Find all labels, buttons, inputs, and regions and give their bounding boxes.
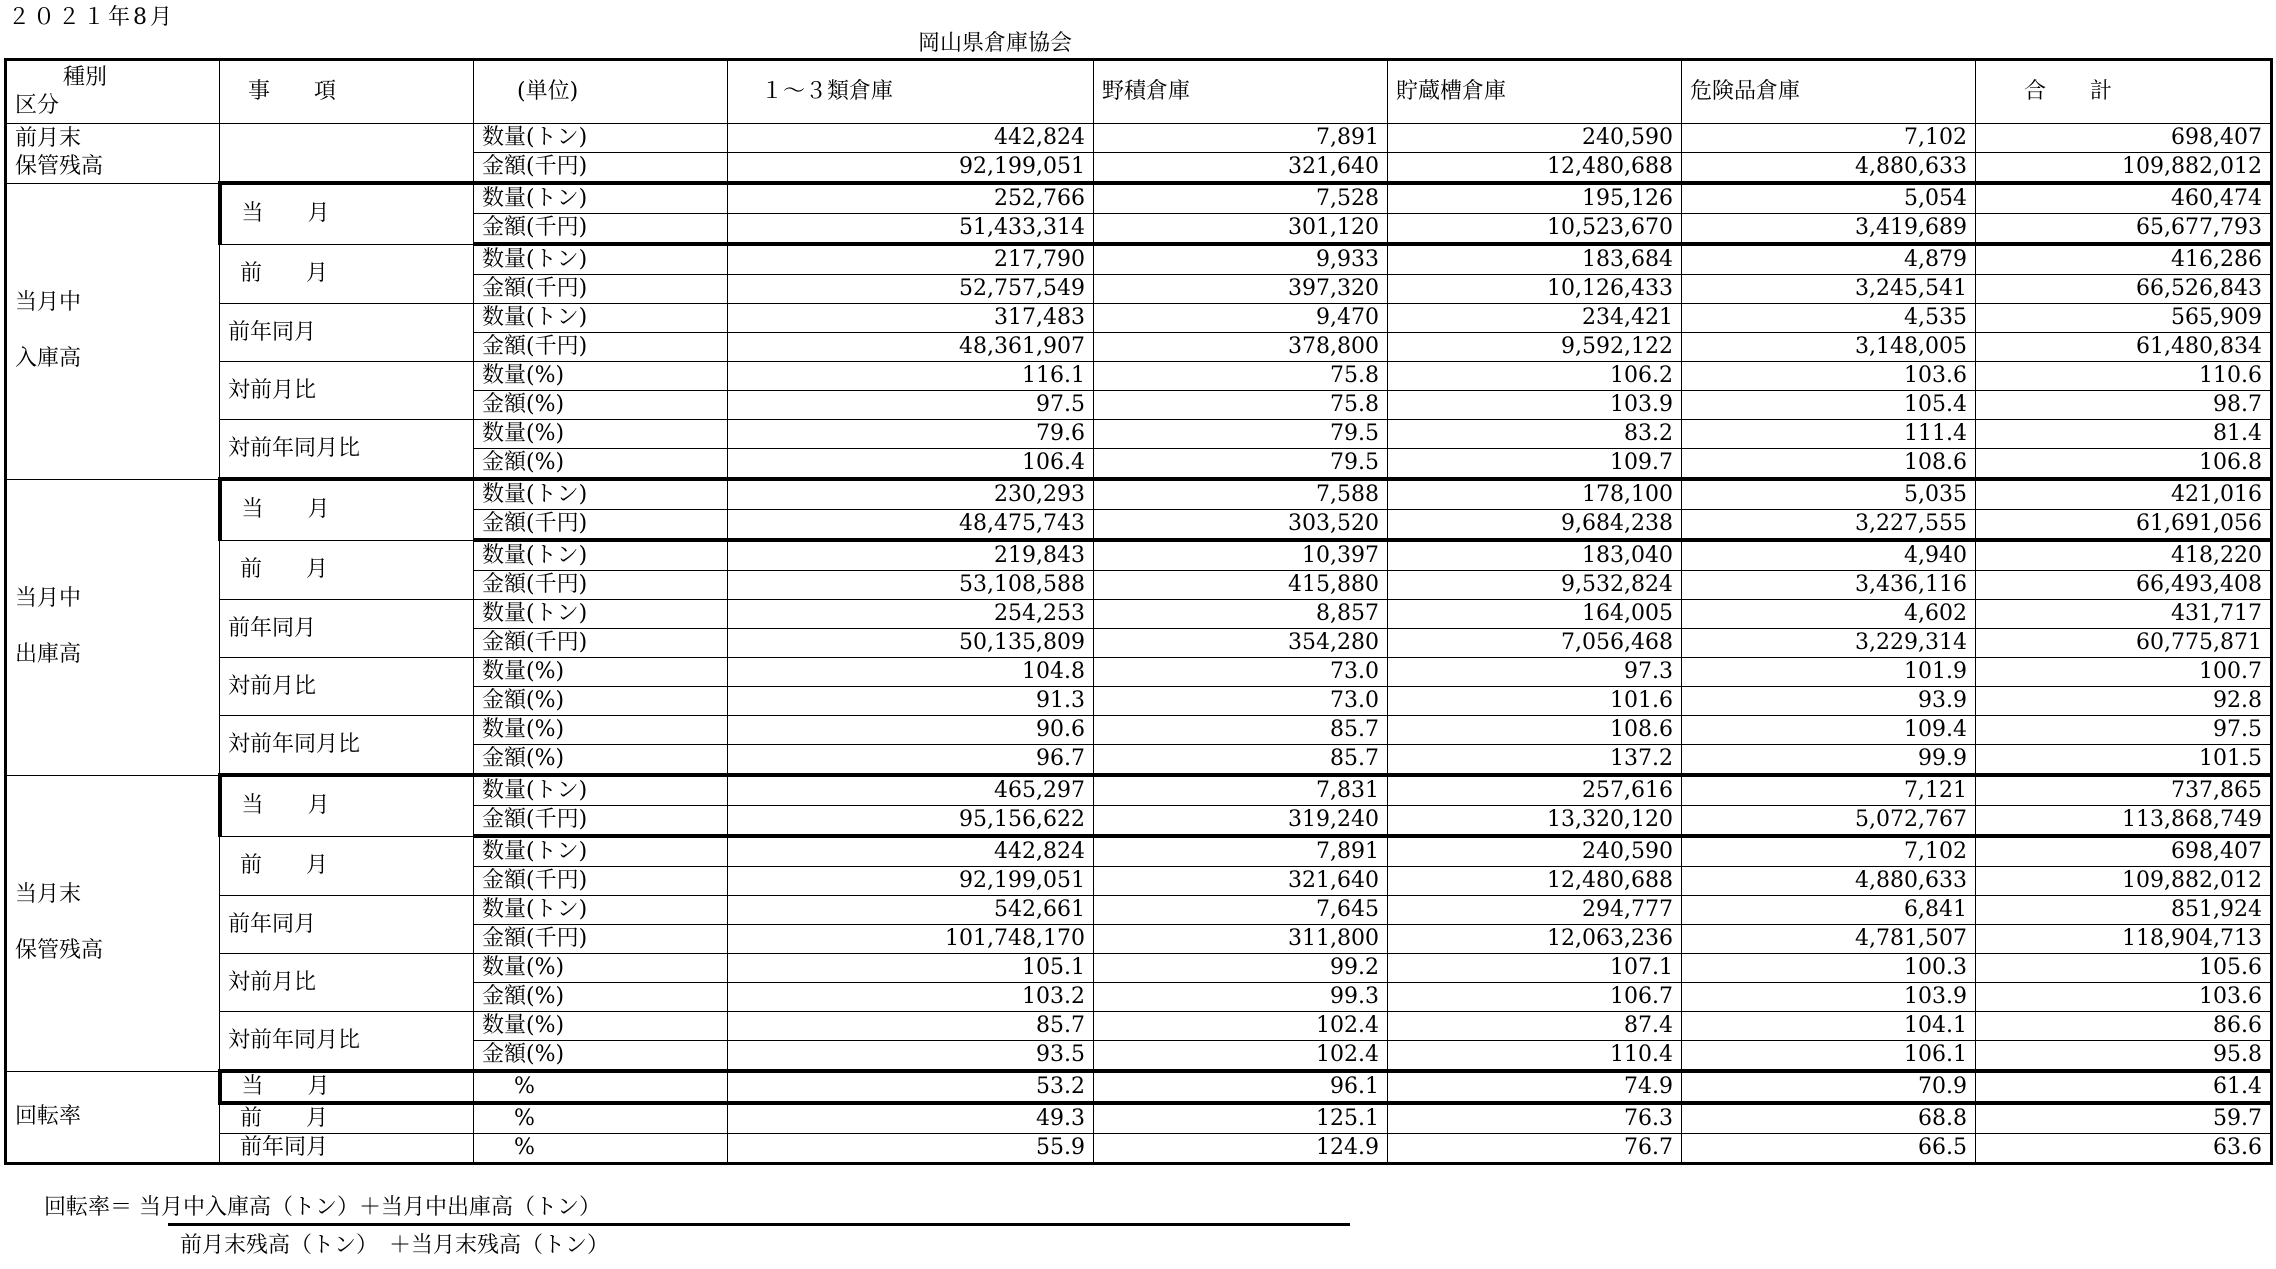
value-cell: 105.4 bbox=[1682, 391, 1976, 420]
value-cell: 178,100 bbox=[1388, 479, 1682, 510]
value-cell: 465,297 bbox=[728, 775, 1094, 806]
value-cell: 12,480,688 bbox=[1388, 867, 1682, 896]
value-cell: 4,880,633 bbox=[1682, 153, 1976, 184]
item-cell: 当 月 bbox=[220, 1071, 474, 1103]
value-cell: 109.7 bbox=[1388, 449, 1682, 480]
value-cell: 5,035 bbox=[1682, 479, 1976, 510]
value-cell: 103.2 bbox=[728, 983, 1094, 1012]
value-cell: 7,102 bbox=[1682, 124, 1976, 153]
header-col-total bbox=[1976, 60, 2272, 124]
value-cell: 418,220 bbox=[1976, 540, 2272, 571]
table-row bbox=[6, 362, 2272, 391]
unit-cell: 金額(%) bbox=[474, 391, 728, 420]
item-cell: 対前年同月比 bbox=[220, 1012, 474, 1072]
value-cell: 698,407 bbox=[1976, 124, 2272, 153]
value-cell: 55.9 bbox=[728, 1134, 1094, 1164]
value-cell: 106.1 bbox=[1682, 1041, 1976, 1072]
value-cell: 234,421 bbox=[1388, 304, 1682, 333]
unit-cell: 数量(トン) bbox=[474, 775, 728, 806]
table-body bbox=[6, 124, 2272, 1164]
unit-cell: % bbox=[474, 1071, 728, 1103]
value-cell: 4,940 bbox=[1682, 540, 1976, 571]
item-cell: 前年同月 bbox=[220, 1134, 474, 1164]
item-cell: 当 月 bbox=[220, 479, 474, 540]
category-label: 当月末 bbox=[15, 882, 82, 907]
formula-lhs: 回転率＝ bbox=[44, 1195, 133, 1220]
header-item-label: 事 項 bbox=[248, 79, 337, 104]
value-cell: 7,102 bbox=[1682, 836, 1976, 867]
formula-numerator: 当月中入庫高（トン）＋当月中出庫高（トン） bbox=[139, 1195, 602, 1220]
unit-cell: 数量(トン) bbox=[474, 479, 728, 510]
unit-cell: 数量(トン) bbox=[474, 304, 728, 333]
value-cell: 3,148,005 bbox=[1682, 333, 1976, 362]
unit-cell: 数量(%) bbox=[474, 716, 728, 745]
value-cell: 354,280 bbox=[1094, 629, 1388, 658]
header-col-class1-3 bbox=[728, 60, 1094, 124]
item-cell: 対前月比 bbox=[220, 362, 474, 420]
unit-cell: 数量(トン) bbox=[474, 896, 728, 925]
value-cell: 60,775,871 bbox=[1976, 629, 2272, 658]
item-cell: 前年同月 bbox=[220, 304, 474, 362]
value-cell: 83.2 bbox=[1388, 420, 1682, 449]
unit-cell: 金額(千円) bbox=[474, 333, 728, 362]
value-cell: 4,602 bbox=[1682, 600, 1976, 629]
table-row bbox=[6, 775, 2272, 806]
value-cell: 542,661 bbox=[728, 896, 1094, 925]
value-cell: 63.6 bbox=[1976, 1134, 2272, 1164]
category-label: 当月中 bbox=[15, 586, 82, 611]
table-header-row bbox=[6, 60, 2272, 124]
warehouse-statistics-table bbox=[4, 58, 2273, 1165]
unit-cell: 数量(%) bbox=[474, 1012, 728, 1041]
unit-cell: 金額(%) bbox=[474, 449, 728, 480]
value-cell: 3,436,116 bbox=[1682, 571, 1976, 600]
value-cell: 321,640 bbox=[1094, 867, 1388, 896]
unit-cell: 金額(千円) bbox=[474, 571, 728, 600]
value-cell: 68.8 bbox=[1682, 1103, 1976, 1134]
value-cell: 397,320 bbox=[1094, 275, 1388, 304]
value-cell: 61.4 bbox=[1976, 1071, 2272, 1103]
unit-cell: 数量(%) bbox=[474, 420, 728, 449]
value-cell: 257,616 bbox=[1388, 775, 1682, 806]
value-cell: 108.6 bbox=[1388, 716, 1682, 745]
table-row bbox=[6, 124, 2272, 153]
value-cell: 10,523,670 bbox=[1388, 214, 1682, 245]
table-row bbox=[6, 1134, 2272, 1164]
category-label: 当月中 bbox=[15, 290, 82, 315]
header-col-label: 野積倉庫 bbox=[1102, 79, 1191, 104]
item-cell: 対前年同月比 bbox=[220, 420, 474, 480]
value-cell: 7,645 bbox=[1094, 896, 1388, 925]
table-row bbox=[6, 304, 2272, 333]
item-cell: 前年同月 bbox=[220, 896, 474, 954]
value-cell: 108.6 bbox=[1682, 449, 1976, 480]
value-cell: 125.1 bbox=[1094, 1103, 1388, 1134]
value-cell: 101.5 bbox=[1976, 745, 2272, 776]
value-cell: 50,135,809 bbox=[728, 629, 1094, 658]
table-row bbox=[6, 479, 2272, 510]
value-cell: 9,470 bbox=[1094, 304, 1388, 333]
value-cell: 85.7 bbox=[728, 1012, 1094, 1041]
item-cell: 前 月 bbox=[220, 244, 474, 304]
value-cell: 86.6 bbox=[1976, 1012, 2272, 1041]
item-cell: 対前月比 bbox=[220, 954, 474, 1012]
unit-cell: 金額(千円) bbox=[474, 510, 728, 541]
value-cell: 95.8 bbox=[1976, 1041, 2272, 1072]
header-col-silo bbox=[1388, 60, 1682, 124]
value-cell: 7,831 bbox=[1094, 775, 1388, 806]
unit-cell: % bbox=[474, 1103, 728, 1134]
header-col-label: １～３類倉庫 bbox=[761, 79, 894, 104]
header-unit bbox=[474, 60, 728, 124]
value-cell: 87.4 bbox=[1388, 1012, 1682, 1041]
item-cell: 当 月 bbox=[220, 775, 474, 836]
header-col-label: 貯蔵槽倉庫 bbox=[1396, 79, 1507, 104]
category-turnover: 回転率 bbox=[6, 1071, 220, 1164]
value-cell: 230,293 bbox=[728, 479, 1094, 510]
unit-cell: 金額(千円) bbox=[474, 629, 728, 658]
value-cell: 111.4 bbox=[1682, 420, 1976, 449]
value-cell: 851,924 bbox=[1976, 896, 2272, 925]
value-cell: 116.1 bbox=[728, 362, 1094, 391]
value-cell: 79.5 bbox=[1094, 420, 1388, 449]
value-cell: 7,056,468 bbox=[1388, 629, 1682, 658]
value-cell: 5,054 bbox=[1682, 183, 1976, 214]
value-cell: 90.6 bbox=[728, 716, 1094, 745]
unit-cell: 数量(%) bbox=[474, 954, 728, 983]
value-cell: 79.6 bbox=[728, 420, 1094, 449]
item-cell: 前年同月 bbox=[220, 600, 474, 658]
value-cell: 66,526,843 bbox=[1976, 275, 2272, 304]
value-cell: 217,790 bbox=[728, 244, 1094, 275]
value-cell: 52,757,549 bbox=[728, 275, 1094, 304]
value-cell: 698,407 bbox=[1976, 836, 2272, 867]
unit-cell: 数量(トン) bbox=[474, 124, 728, 153]
value-cell: 103.9 bbox=[1388, 391, 1682, 420]
value-cell: 99.2 bbox=[1094, 954, 1388, 983]
value-cell: 110.6 bbox=[1976, 362, 2272, 391]
value-cell: 92.8 bbox=[1976, 687, 2272, 716]
table-row bbox=[6, 658, 2272, 687]
value-cell: 53.2 bbox=[728, 1071, 1094, 1103]
formula-fraction-line bbox=[168, 1223, 1350, 1226]
value-cell: 85.7 bbox=[1094, 716, 1388, 745]
value-cell: 102.4 bbox=[1094, 1012, 1388, 1041]
value-cell: 98.7 bbox=[1976, 391, 2272, 420]
value-cell: 99.3 bbox=[1094, 983, 1388, 1012]
unit-cell: 金額(%) bbox=[474, 745, 728, 776]
value-cell: 113,868,749 bbox=[1976, 806, 2272, 837]
value-cell: 252,766 bbox=[728, 183, 1094, 214]
unit-cell: 数量(トン) bbox=[474, 836, 728, 867]
value-cell: 415,880 bbox=[1094, 571, 1388, 600]
item-cell: 前 月 bbox=[220, 540, 474, 600]
value-cell: 53,108,588 bbox=[728, 571, 1094, 600]
value-cell: 12,480,688 bbox=[1388, 153, 1682, 184]
unit-cell: 金額(千円) bbox=[474, 275, 728, 304]
value-cell: 240,590 bbox=[1388, 836, 1682, 867]
value-cell: 48,361,907 bbox=[728, 333, 1094, 362]
value-cell: 103.6 bbox=[1976, 983, 2272, 1012]
value-cell: 76.3 bbox=[1388, 1103, 1682, 1134]
value-cell: 79.5 bbox=[1094, 449, 1388, 480]
value-cell: 76.7 bbox=[1388, 1134, 1682, 1164]
table-row bbox=[6, 716, 2272, 745]
value-cell: 93.5 bbox=[728, 1041, 1094, 1072]
value-cell: 96.1 bbox=[1094, 1071, 1388, 1103]
category-cell bbox=[6, 479, 220, 775]
unit-cell: 金額(千円) bbox=[474, 806, 728, 837]
table-row bbox=[6, 1103, 2272, 1134]
value-cell: 95,156,622 bbox=[728, 806, 1094, 837]
value-cell: 105.6 bbox=[1976, 954, 2272, 983]
value-cell: 106.7 bbox=[1388, 983, 1682, 1012]
table-row bbox=[6, 600, 2272, 629]
value-cell: 9,933 bbox=[1094, 244, 1388, 275]
value-cell: 6,841 bbox=[1682, 896, 1976, 925]
formula-denominator: 前月末残高（トン） ＋当月末残高（トン） bbox=[180, 1233, 610, 1258]
value-cell: 7,528 bbox=[1094, 183, 1388, 214]
value-cell: 219,843 bbox=[728, 540, 1094, 571]
value-cell: 51,433,314 bbox=[728, 214, 1094, 245]
table-row bbox=[6, 183, 2272, 214]
header-col-open-yard bbox=[1094, 60, 1388, 124]
value-cell: 100.3 bbox=[1682, 954, 1976, 983]
value-cell: 12,063,236 bbox=[1388, 925, 1682, 954]
value-cell: 107.1 bbox=[1388, 954, 1682, 983]
value-cell: 254,253 bbox=[728, 600, 1094, 629]
value-cell: 103.9 bbox=[1682, 983, 1976, 1012]
value-cell: 48,475,743 bbox=[728, 510, 1094, 541]
value-cell: 10,126,433 bbox=[1388, 275, 1682, 304]
value-cell: 442,824 bbox=[728, 836, 1094, 867]
value-cell: 378,800 bbox=[1094, 333, 1388, 362]
value-cell: 164,005 bbox=[1388, 600, 1682, 629]
value-cell: 104.1 bbox=[1682, 1012, 1976, 1041]
value-cell: 70.9 bbox=[1682, 1071, 1976, 1103]
unit-cell: 金額(%) bbox=[474, 687, 728, 716]
table-row bbox=[6, 836, 2272, 867]
table-row bbox=[6, 1012, 2272, 1041]
value-cell: 460,474 bbox=[1976, 183, 2272, 214]
value-cell: 3,227,555 bbox=[1682, 510, 1976, 541]
value-cell: 319,240 bbox=[1094, 806, 1388, 837]
unit-cell: 数量(%) bbox=[474, 658, 728, 687]
unit-cell: 数量(トン) bbox=[474, 600, 728, 629]
value-cell: 10,397 bbox=[1094, 540, 1388, 571]
value-cell: 303,520 bbox=[1094, 510, 1388, 541]
value-cell: 102.4 bbox=[1094, 1041, 1388, 1072]
category-label: 保管残高 bbox=[15, 938, 104, 963]
value-cell: 97.5 bbox=[1976, 716, 2272, 745]
header-item bbox=[220, 60, 474, 124]
value-cell: 9,684,238 bbox=[1388, 510, 1682, 541]
value-cell: 240,590 bbox=[1388, 124, 1682, 153]
value-cell: 100.7 bbox=[1976, 658, 2272, 687]
category-label: 出庫高 bbox=[15, 642, 82, 667]
turnover-formula bbox=[44, 1190, 601, 1221]
category-cell bbox=[6, 775, 220, 1071]
unit-cell: % bbox=[474, 1134, 728, 1164]
value-cell: 101,748,170 bbox=[728, 925, 1094, 954]
value-cell: 311,800 bbox=[1094, 925, 1388, 954]
value-cell: 118,904,713 bbox=[1976, 925, 2272, 954]
header-kind-division bbox=[6, 60, 220, 124]
value-cell: 7,121 bbox=[1682, 775, 1976, 806]
category-cell bbox=[6, 183, 220, 479]
value-cell: 9,532,824 bbox=[1388, 571, 1682, 600]
value-cell: 93.9 bbox=[1682, 687, 1976, 716]
value-cell: 96.7 bbox=[728, 745, 1094, 776]
value-cell: 74.9 bbox=[1388, 1071, 1682, 1103]
category-spacer bbox=[15, 909, 210, 937]
value-cell: 8,857 bbox=[1094, 600, 1388, 629]
header-col-label: 危険品倉庫 bbox=[1690, 79, 1801, 104]
value-cell: 7,891 bbox=[1094, 836, 1388, 867]
value-cell: 13,320,120 bbox=[1388, 806, 1682, 837]
value-cell: 7,891 bbox=[1094, 124, 1388, 153]
value-cell: 61,480,834 bbox=[1976, 333, 2272, 362]
category-label: 入庫高 bbox=[15, 346, 82, 371]
value-cell: 91.3 bbox=[728, 687, 1094, 716]
category-label: 保管残高 bbox=[15, 154, 104, 180]
value-cell: 565,909 bbox=[1976, 304, 2272, 333]
value-cell: 195,126 bbox=[1388, 183, 1682, 214]
header-kind: 種別 bbox=[63, 65, 108, 90]
value-cell: 4,879 bbox=[1682, 244, 1976, 275]
header-col-label: 合 計 bbox=[2024, 79, 2113, 104]
item-cell: 対前月比 bbox=[220, 658, 474, 716]
table-row bbox=[6, 896, 2272, 925]
value-cell: 106.8 bbox=[1976, 449, 2272, 480]
header-unit-label: (単位) bbox=[517, 79, 579, 104]
value-cell: 61,691,056 bbox=[1976, 510, 2272, 541]
category-prev-month-end bbox=[6, 124, 220, 184]
value-cell: 99.9 bbox=[1682, 745, 1976, 776]
value-cell: 7,588 bbox=[1094, 479, 1388, 510]
value-cell: 3,229,314 bbox=[1682, 629, 1976, 658]
value-cell: 4,781,507 bbox=[1682, 925, 1976, 954]
value-cell: 73.0 bbox=[1094, 658, 1388, 687]
value-cell: 3,245,541 bbox=[1682, 275, 1976, 304]
category-spacer bbox=[15, 317, 210, 345]
value-cell: 737,865 bbox=[1976, 775, 2272, 806]
value-cell: 85.7 bbox=[1094, 745, 1388, 776]
value-cell: 66,493,408 bbox=[1976, 571, 2272, 600]
value-cell: 321,640 bbox=[1094, 153, 1388, 184]
value-cell: 65,677,793 bbox=[1976, 214, 2272, 245]
value-cell: 104.8 bbox=[728, 658, 1094, 687]
unit-cell: 金額(千円) bbox=[474, 153, 728, 184]
header-col-hazardous bbox=[1682, 60, 1976, 124]
value-cell: 103.6 bbox=[1682, 362, 1976, 391]
unit-cell: 金額(%) bbox=[474, 1041, 728, 1072]
value-cell: 183,684 bbox=[1388, 244, 1682, 275]
value-cell: 66.5 bbox=[1682, 1134, 1976, 1164]
value-cell: 101.9 bbox=[1682, 658, 1976, 687]
value-cell: 75.8 bbox=[1094, 362, 1388, 391]
value-cell: 9,592,122 bbox=[1388, 333, 1682, 362]
item-empty bbox=[220, 124, 474, 184]
value-cell: 49.3 bbox=[728, 1103, 1094, 1134]
value-cell: 4,535 bbox=[1682, 304, 1976, 333]
value-cell: 416,286 bbox=[1976, 244, 2272, 275]
value-cell: 4,880,633 bbox=[1682, 867, 1976, 896]
unit-cell: 数量(トン) bbox=[474, 183, 728, 214]
value-cell: 110.4 bbox=[1388, 1041, 1682, 1072]
item-cell: 前 月 bbox=[220, 836, 474, 896]
value-cell: 75.8 bbox=[1094, 391, 1388, 420]
table-row bbox=[6, 244, 2272, 275]
item-cell: 当 月 bbox=[220, 183, 474, 244]
value-cell: 59.7 bbox=[1976, 1103, 2272, 1134]
value-cell: 106.4 bbox=[728, 449, 1094, 480]
unit-cell: 金額(千円) bbox=[474, 925, 728, 954]
value-cell: 92,199,051 bbox=[728, 867, 1094, 896]
organization-name: 岡山県倉庫協会 bbox=[918, 31, 1073, 56]
value-cell: 317,483 bbox=[728, 304, 1094, 333]
header-division: 区分 bbox=[15, 93, 60, 118]
category-spacer bbox=[15, 613, 210, 641]
item-cell: 対前年同月比 bbox=[220, 716, 474, 776]
unit-cell: 数量(トン) bbox=[474, 244, 728, 275]
unit-cell: 金額(千円) bbox=[474, 214, 728, 245]
value-cell: 97.3 bbox=[1388, 658, 1682, 687]
report-date: ２０２１年8月 bbox=[8, 5, 175, 30]
value-cell: 124.9 bbox=[1094, 1134, 1388, 1164]
value-cell: 137.2 bbox=[1388, 745, 1682, 776]
table-row bbox=[6, 1071, 2272, 1103]
value-cell: 294,777 bbox=[1388, 896, 1682, 925]
value-cell: 183,040 bbox=[1388, 540, 1682, 571]
value-cell: 5,072,767 bbox=[1682, 806, 1976, 837]
value-cell: 105.1 bbox=[728, 954, 1094, 983]
value-cell: 97.5 bbox=[728, 391, 1094, 420]
value-cell: 109,882,012 bbox=[1976, 153, 2272, 184]
value-cell: 81.4 bbox=[1976, 420, 2272, 449]
value-cell: 73.0 bbox=[1094, 687, 1388, 716]
unit-cell: 数量(%) bbox=[474, 362, 728, 391]
value-cell: 92,199,051 bbox=[728, 153, 1094, 184]
value-cell: 101.6 bbox=[1388, 687, 1682, 716]
category-label: 前月末 bbox=[15, 126, 82, 152]
value-cell: 106.2 bbox=[1388, 362, 1682, 391]
value-cell: 109.4 bbox=[1682, 716, 1976, 745]
value-cell: 421,016 bbox=[1976, 479, 2272, 510]
item-cell: 前 月 bbox=[220, 1103, 474, 1134]
value-cell: 3,419,689 bbox=[1682, 214, 1976, 245]
unit-cell: 金額(千円) bbox=[474, 867, 728, 896]
value-cell: 301,120 bbox=[1094, 214, 1388, 245]
value-cell: 109,882,012 bbox=[1976, 867, 2272, 896]
unit-cell: 金額(%) bbox=[474, 983, 728, 1012]
table-row bbox=[6, 954, 2272, 983]
table-row bbox=[6, 540, 2272, 571]
value-cell: 431,717 bbox=[1976, 600, 2272, 629]
table-row bbox=[6, 420, 2272, 449]
unit-cell: 数量(トン) bbox=[474, 540, 728, 571]
value-cell: 442,824 bbox=[728, 124, 1094, 153]
